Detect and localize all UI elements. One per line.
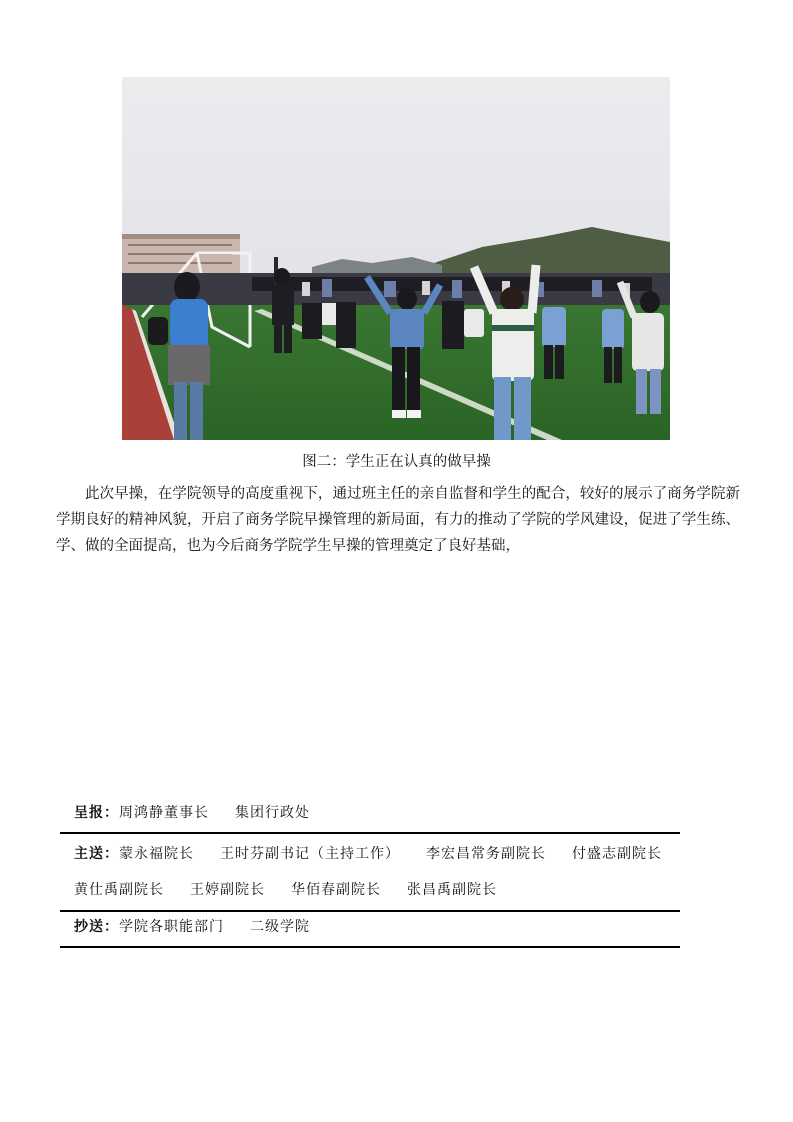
exercise-photo bbox=[122, 77, 670, 440]
figure-caption: 图二：学生正在认真的做早操 bbox=[302, 454, 491, 470]
zhusong-label: 主送： bbox=[74, 846, 119, 862]
zhusong-recipient: 李宏昌常务副院长 bbox=[426, 846, 546, 862]
zhusong-line bbox=[74, 872, 746, 908]
chaosong-recipient: 学院各职能部门 bbox=[119, 919, 224, 935]
chaosong-label: 抄送： bbox=[74, 919, 119, 935]
chaosong-recipient: 二级学院 bbox=[250, 919, 310, 935]
zhusong-recipient: 华佰春副院长 bbox=[291, 882, 381, 898]
chengbao-recipient: 集团行政处 bbox=[235, 805, 310, 821]
zhusong-recipient: 王婷副院长 bbox=[190, 882, 265, 898]
zhusong-recipient: 黄仕禹副院长 bbox=[74, 882, 164, 898]
divider bbox=[60, 946, 680, 948]
zhusong-recipient: 张昌禹副院长 bbox=[407, 882, 497, 898]
zhusong-line bbox=[74, 836, 746, 872]
zhusong-recipient: 蒙永福院长 bbox=[119, 846, 194, 862]
body-paragraph: 此次早操，在学院领导的高度重视下，通过班主任的亲自监督和学生的配合，较好的展示了商务学院新学期良好的精神风貌，开启了商务学院早操管理的新局面，有力的推动了学院的学风建设，促进了学生练、学、做的全面提高，也为今后商务学院学生早操的管理奠定了良好基础， bbox=[56, 486, 740, 554]
chengbao-recipient: 周鸿静董事长 bbox=[119, 805, 209, 821]
distribution-block bbox=[56, 798, 746, 948]
zhusong-recipient: 付盛志副院长 bbox=[572, 846, 662, 862]
chengbao-row bbox=[56, 798, 746, 832]
zhusong-recipient: 王时芬副书记（主持工作） bbox=[220, 846, 400, 862]
chengbao-label: 呈报： bbox=[74, 805, 119, 821]
chaosong-row bbox=[56, 912, 746, 946]
zhusong-row bbox=[56, 834, 746, 910]
